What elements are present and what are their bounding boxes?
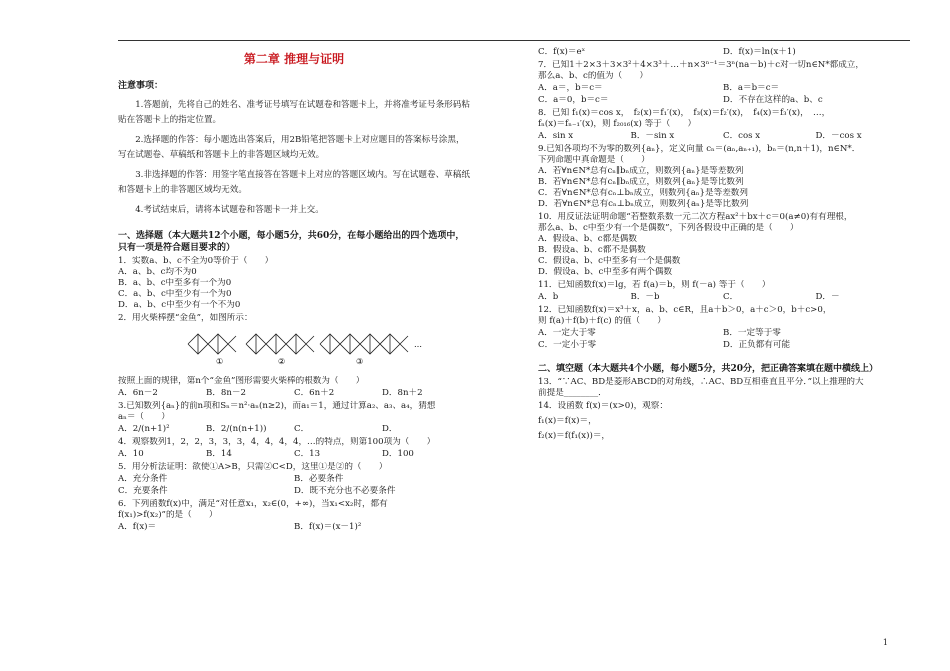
question-3 bbox=[118, 401, 470, 435]
q12-option-d: D．正负都有可能 bbox=[723, 340, 791, 350]
q2-option-b: B．8n－2 bbox=[206, 388, 246, 399]
figure-label-2: ② bbox=[278, 357, 286, 367]
q9-option-b: B．若∀n∈N*总有cₙ∥bₙ成立，则数列{aₙ}是等比数列 bbox=[538, 177, 744, 187]
q4-option-b: B．14 bbox=[206, 449, 232, 460]
q3-option-b: B．2/(n(n+1)) bbox=[206, 424, 267, 435]
q9-stem: 9.已知各项均不为零的数列{aₙ}，定义向量 cₙ＝(aₙ,aₙ₊₁)，bₙ＝(n,n＋1)，n∈N*． bbox=[538, 144, 861, 154]
q5-options-row-1 bbox=[118, 474, 470, 485]
q6-stem-2: f(x₁)>f(x₂)”的是（ ） bbox=[118, 510, 218, 521]
q5-options-row-2 bbox=[118, 486, 470, 497]
figure-ellipsis: … bbox=[414, 340, 422, 350]
q8-option-b: B．－sin x bbox=[630, 131, 675, 141]
figure-label-1: ① bbox=[216, 357, 224, 367]
q1-option-c: C．a、b、c中至少有一个为0 bbox=[118, 289, 232, 300]
q4-option-a: A．10 bbox=[118, 449, 144, 460]
q7-option-c: C．a＝0，b＝c＝ bbox=[538, 95, 609, 105]
q11-options bbox=[538, 292, 908, 303]
q10-stem-2: 那么a、b、c中至少有一个是偶数”，下列各假设中正确的是（ ） bbox=[538, 223, 799, 233]
q6-option-b: B．f(x)＝(x－1)² bbox=[294, 522, 362, 533]
figure-label-3: ③ bbox=[356, 357, 364, 367]
notice-heading: 注意事项： bbox=[118, 81, 164, 92]
q12-stem-2: 则 f(a)＋f(b)＋f(c) 的值（ ） bbox=[538, 316, 666, 326]
q2-stem-2: 按照上面的规律，第n个“金鱼”图形需要火柴棒的根数为（ ） bbox=[118, 376, 365, 387]
notice-item-1: 1.答题前，先将自己的姓名、准考证号填写在试题卷和答题卡上，并将准考证号条形码粘贴在答题卡上的指定位置。 bbox=[118, 99, 470, 125]
q7-option-a: A．a＝，b＝c＝ bbox=[538, 83, 603, 93]
q10-stem: 10．用反证法证明命题“若整数系数一元二次方程ax²＋bx＋c＝0(a≠0)有有理根， bbox=[538, 212, 853, 222]
q2-stem: 2．用火柴棒摆“金鱼”，如图所示： bbox=[118, 313, 253, 324]
q8-option-a: A．sin x bbox=[538, 131, 574, 141]
question-5 bbox=[118, 462, 470, 497]
q5-option-c: C．充要条件 bbox=[118, 486, 168, 497]
q7-options-row-1 bbox=[538, 83, 908, 94]
q14-line-2: f₂(x)＝f(f₁(x))＝， bbox=[538, 431, 611, 442]
q13-stem-2: 前提是________． bbox=[538, 388, 607, 399]
q6-stem: 6．下列函数f(x)中，满足“对任意x₁，x₂∈(0，+∞)，当x₁<x₂时，都有 bbox=[118, 499, 388, 510]
q9-option-a: A．若∀n∈N*总有cₙ∥bₙ成立，则数列{aₙ}是等差数列 bbox=[538, 166, 744, 176]
notice-item-2: 2.选择题的作答：每小题选出答案后，用2B铅笔把答题卡上对应题目的答案标号涂黑，写在试题卷、草稿纸和答题卡上的非答题区域均无效。 bbox=[118, 134, 465, 160]
question-1 bbox=[118, 256, 470, 311]
q6-options-row-1 bbox=[118, 522, 470, 533]
q1-option-b: B．a、b、c中至多有一个为0 bbox=[118, 278, 232, 289]
q7-stem: 7．已知1＋2×3＋3×3²＋4×3³＋…＋n×3ⁿ⁻¹＝3ⁿ(na－b)＋c对一切n∈N*都成立， bbox=[538, 60, 864, 70]
page-number: 1 bbox=[882, 638, 888, 647]
q14-line-1: f₁(x)＝f(x)＝， bbox=[538, 416, 597, 427]
q10-option-d: D．假设a、b、c中至多有两个偶数 bbox=[538, 267, 673, 277]
q3-option-c: C． bbox=[294, 424, 310, 435]
q12-stem: 12．已知函数f(x)＝x³＋x，a、b、c∈R，且a＋b＞0，a＋c＞0，b＋c>0， bbox=[538, 305, 832, 315]
q7-option-b: B．a＝b＝c＝ bbox=[723, 83, 780, 93]
question-13 bbox=[538, 377, 908, 399]
question-10 bbox=[538, 212, 908, 278]
question-7 bbox=[538, 60, 908, 106]
question-4 bbox=[118, 437, 470, 460]
q4-option-d: D．100 bbox=[382, 449, 414, 460]
q3-stem: 3.已知数列{aₙ}的前n项和Sₙ＝n²·aₙ(n≥2)，而a₁＝1，通过计算a₂、a₃、a₄，猜想 bbox=[118, 401, 436, 412]
q3-option-d: D． bbox=[382, 424, 398, 435]
q10-option-a: A．假设a、b、c都是偶数 bbox=[538, 234, 637, 244]
q7-stem-2: 那么a、b、c的值为（ ） bbox=[538, 71, 648, 81]
q4-options bbox=[118, 449, 470, 460]
right-column bbox=[538, 46, 908, 442]
question-8 bbox=[538, 108, 908, 142]
q8-option-d: D．－cos x bbox=[815, 131, 862, 141]
q2-option-d: D．8n＋2 bbox=[382, 388, 423, 399]
q8-options bbox=[538, 131, 908, 142]
q11-option-d: D．－ bbox=[815, 292, 840, 302]
q6-option-c: C．f(x)＝eˣ bbox=[538, 47, 586, 57]
q4-option-c: C．13 bbox=[294, 449, 321, 460]
question-9 bbox=[538, 144, 908, 210]
q8-option-c: C．cos x bbox=[723, 131, 761, 141]
q11-stem: 11．已知函数f(x)＝lg，若 f(a)＝b，则 f(－a) 等于（ ） bbox=[538, 280, 771, 290]
q10-option-c: C．假设a、b、c中至多有一个是偶数 bbox=[538, 256, 681, 266]
q1-option-d: D．a、b、c中至少有一个不为0 bbox=[118, 300, 241, 311]
question-11 bbox=[538, 280, 908, 303]
q7-option-d: D．不存在这样的a、b、c bbox=[723, 95, 823, 105]
q2-option-a: A．6n－2 bbox=[118, 388, 158, 399]
question-14 bbox=[538, 401, 908, 442]
q3-option-a: A．2/(n+1)² bbox=[118, 424, 170, 435]
left-column bbox=[118, 46, 470, 534]
notice-item-3: 3.非选择题的作答：用签字笔直接答在答题卡上对应的答题区域内。写在试题卷、草稿纸和答题卡上的非答题区域均无效。 bbox=[118, 170, 470, 196]
q13-stem: 13．“∵AC、BD是菱形ABCD的对角线，∴AC、BD互相垂直且平分．”以上推理的大 bbox=[538, 377, 864, 388]
q12-options-row-2 bbox=[538, 340, 908, 351]
q11-option-c: C． bbox=[723, 292, 739, 302]
q5-stem: 5．用分析法证明：欲使①A>B，只需②C<D，这里①是②的（ ） bbox=[118, 462, 388, 473]
question-6 bbox=[118, 499, 470, 533]
q8-stem-2: fₙ(x)＝fₙ₋₁′(x)，则 f₂₀₁₆(x) 等于（ ） bbox=[538, 119, 697, 129]
goldfish-matchstick-figure bbox=[128, 328, 428, 366]
q8-stem: 8．已知 f₁(x)＝cos x， f₂(x)＝f₁′(x)， f₃(x)＝f₂′(x)， f₄(x)＝f₃′(x)， …， bbox=[538, 108, 831, 118]
q12-option-c: C．一定小于零 bbox=[538, 340, 597, 350]
q6-option-a: A．f(x)＝ bbox=[118, 522, 157, 533]
question-12 bbox=[538, 305, 908, 351]
q1-stem: 1．实数a、b、c不全为0等价于（ ） bbox=[118, 256, 274, 267]
notice-item-4: 4.考试结束后，请将本试题卷和答题卡一并上交。 bbox=[135, 205, 324, 216]
q14-stem: 14．设函数 f(x)＝(x>0)，观察： bbox=[538, 401, 668, 412]
q9-stem-2: 下列命题中真命题是（ ） bbox=[538, 155, 650, 165]
q3-options bbox=[118, 424, 470, 435]
section2-heading: 二、填空题（本大题共4个小题，每小题5分，共20分，把正确答案填在题中横线上） bbox=[538, 364, 879, 374]
q5-option-a: A．充分条件 bbox=[118, 474, 168, 485]
q5-option-b: B．必要条件 bbox=[294, 474, 344, 485]
q5-option-d: D．既不充分也不必要条件 bbox=[294, 486, 396, 497]
q6-option-d: D．f(x)＝ln(x＋1) bbox=[723, 47, 796, 57]
q7-options-row-2 bbox=[538, 95, 908, 106]
q12-option-a: A．一定大于零 bbox=[538, 328, 596, 338]
q11-option-b: B．－b bbox=[630, 292, 660, 302]
q2-option-c: C．6n＋2 bbox=[294, 388, 335, 399]
question-2 bbox=[118, 313, 470, 399]
section1-heading: 一、选择题（本大题共12个小题，每小题5分，共60分，在每小题给出的四个选项中，只有一项是符合题目要求的） bbox=[118, 231, 465, 254]
q3-stem-2: aₙ＝（ ） bbox=[118, 412, 170, 423]
q4-stem: 4．观察数列1，2，2，3，3，3，4，4，4，4，…的特点，则第100项为（ ） bbox=[118, 437, 436, 448]
q10-option-b: B．假设a、b、c都不是偶数 bbox=[538, 245, 646, 255]
header-rule bbox=[118, 40, 910, 41]
q6-options-row-2 bbox=[538, 47, 908, 58]
q2-options bbox=[118, 388, 470, 399]
q9-option-d: D．若∀n∈N*总有cₙ⊥bₙ成立，则数列{aₙ}是等比数列 bbox=[538, 199, 749, 209]
q12-option-b: B．一定等于零 bbox=[723, 328, 781, 338]
page-title: 第二章 推理与证明 bbox=[243, 52, 345, 66]
q9-option-c: C．若∀n∈N*总有cₙ⊥bₙ成立，则数列{aₙ}是等差数列 bbox=[538, 188, 748, 198]
q1-option-a: A．a、b、c均不为0 bbox=[118, 267, 197, 278]
q12-options-row-1 bbox=[538, 328, 908, 339]
q11-option-a: A．b bbox=[538, 292, 559, 302]
